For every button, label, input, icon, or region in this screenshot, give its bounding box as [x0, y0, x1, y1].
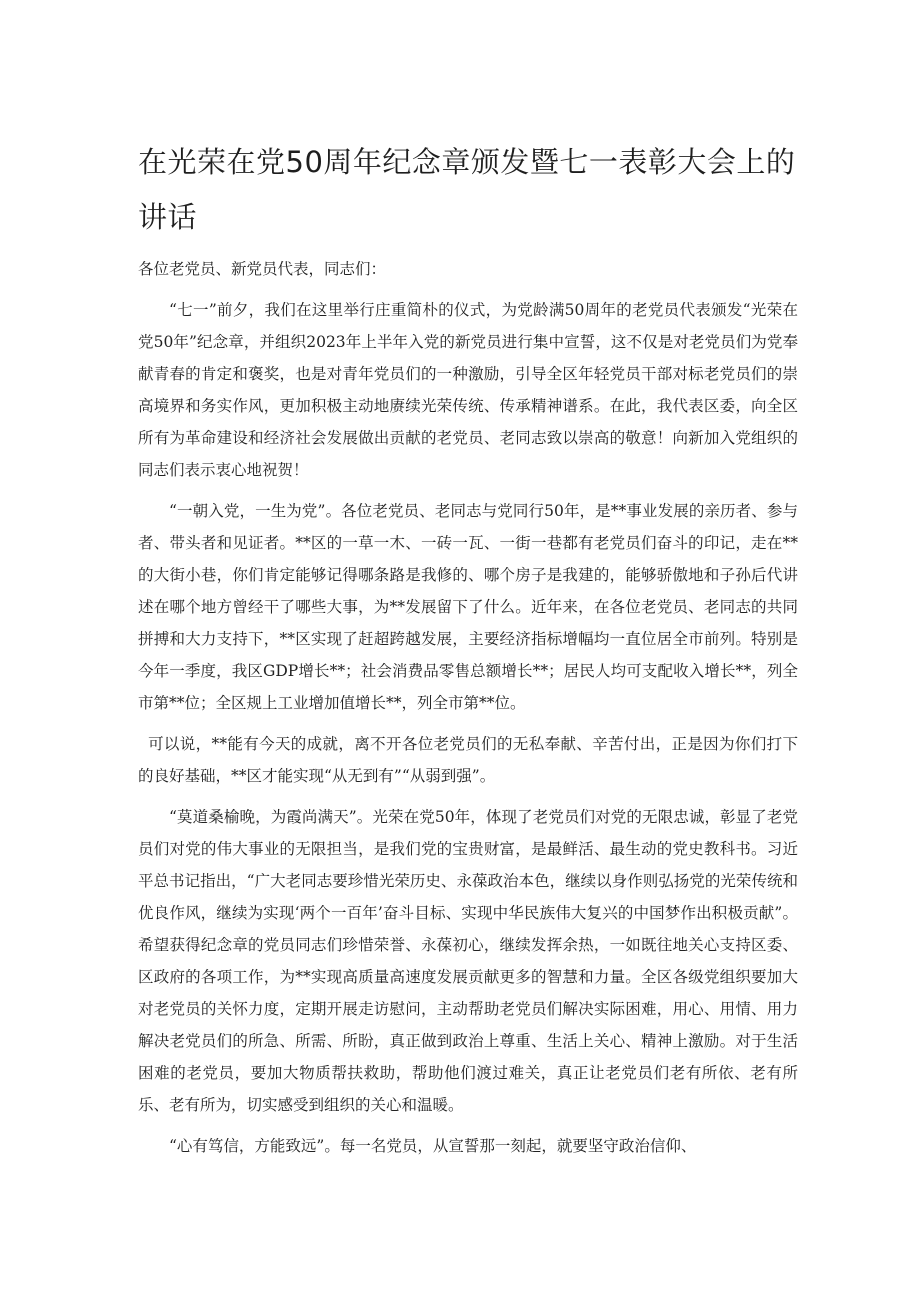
document-body — [138, 253, 798, 1171]
paragraph: “莫道桑榆晚，为霞尚满天”。光荣在党50年，体现了老党员们对党的无限忠诚，彰显了老党员们对党的伟大事业的无限担当，是我们党的宝贵财富，是最鲜活、最生动的党史教科书。习近平总书记指出，“广大老同志要珍惜光荣历史、永葆政治本色，继续以身作则弘扬党的光荣传统和优良作风，继续为实现‘两个一百年’奋斗目标、实现中华民族伟大复兴的中国梦作出积极贡献”。希望获得纪念章的党员同志们珍惜荣誉、永葆初心，继续发挥余热，一如既往地关心支持区委、区政府的各项工作，为**实现高质量高速度发展贡献更多的智慧和力量。全区各级党组织要加大对老党员的关怀力度，定期开展走访慰问，主动帮助老党员们解决实际困难，用心、用情、用力解决老党员们的所急、所需、所盼，真正做到政治上尊重、生活上关心、精神上激励。对于生活困难的老党员，要加大物质帮扶救助，帮助他们渡过难关，真正让老党员们老有所依、老有所乐、老有所为，切实感受到组织的关心和温暖。 — [138, 808, 798, 1114]
salutation: 各位老党员、新党员代表，同志们： — [138, 260, 387, 278]
paragraph: “心有笃信，方能致远”。每一名党员，从宣誓那一刻起，就要坚守政治信仰、 — [169, 1137, 697, 1155]
paragraph: 可以说，**能有今天的成就，离不开各位老党员们的无私奉献、辛苦付出，正是因为你们打下的良好基础，**区才能实现“从无到有”“从弱到强”。 — [138, 735, 798, 785]
paragraph: “一朝入党，一生为党”。各位老党员、老同志与党同行50年，是**事业发展的亲历者、参与者、带头者和见证者。**区的一草一木、一砖一瓦、一街一巷都有老党员们奋斗的印记，走在**的大街小巷，你们肯定能够记得哪条路是我修的、哪个房子是我建的，能够骄傲地和子孙后代讲述在哪个地方曾经干了哪些大事，为**发展留下了什么。近年来，在各位老党员、老同志的共同拼搏和大力支持下，**区实现了赶超跨越发展，主要经济指标增幅均一直位居全市前列。特别是今年一季度，我区GDP增长**；社会消费品零售总额增长**；居民人均可支配收入增长**，列全市第**位；全区规上工业增加值增长**，列全市第**位。 — [138, 502, 798, 712]
paragraph: “七一”前夕，我们在这里举行庄重简朴的仪式，为党龄满50周年的老党员代表颁发“光荣在党50年”纪念章，并组织2023年上半年入党的新党员进行集中宣誓，这不仅是对老党员们为党奉献青春的肯定和褒奖，也是对青年党员们的一种激励，引导全区年轻党员干部对标老党员们的崇高境界和务实作风，更加积极主动地赓续光荣传统、传承精神谱系。在此，我代表区委，向全区所有为革命建设和经济社会发展做出贡献的老党员、老同志致以崇高的敬意！向新加入党组织的同志们表示衷心地祝贺！ — [138, 301, 798, 479]
document-title: 在光荣在党50周年纪念章颁发暨七一表彰大会上的讲话 — [138, 145, 796, 234]
